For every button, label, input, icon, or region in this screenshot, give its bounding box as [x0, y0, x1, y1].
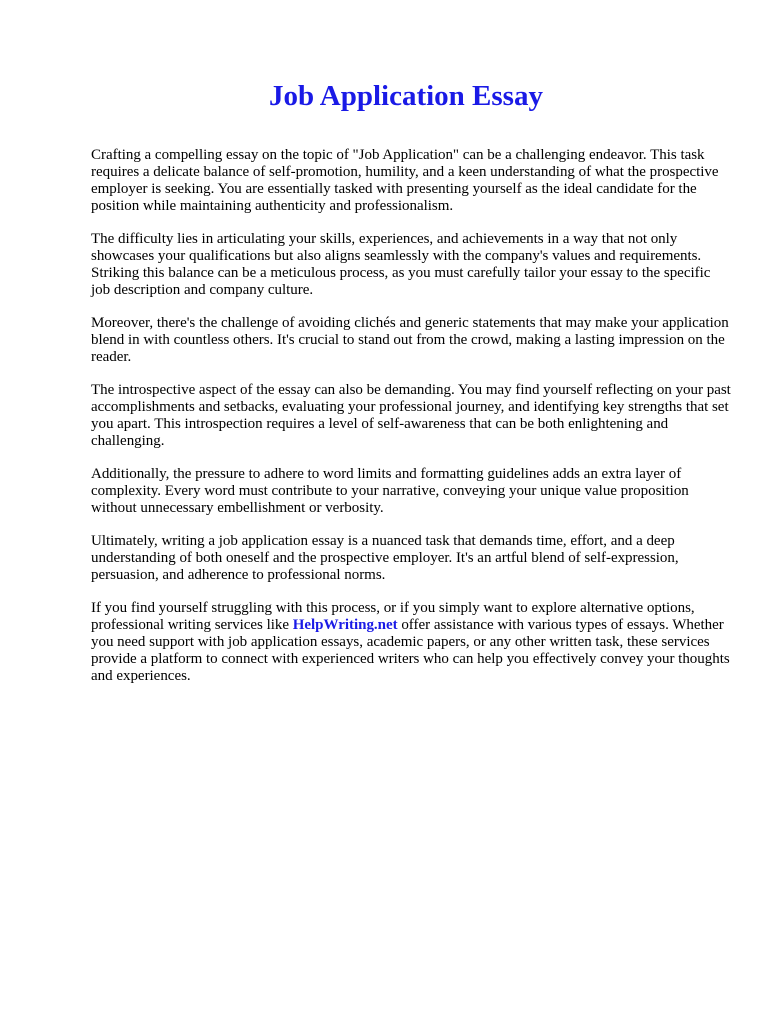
- paragraph-conclusion: Ultimately, writing a job application essay is a nuanced task that demands time, effort, and a deep understanding of both oneself and the prospective employer. It's an artful blend of self-expression, persuasion, and adherence to professional norms.: [91, 533, 679, 583]
- document-title: Job Application Essay: [269, 80, 543, 112]
- helpwriting-link[interactable]: HelpWriting.net: [292, 617, 398, 633]
- paragraph-writing-services: [91, 600, 731, 685]
- document-body: [91, 147, 731, 701]
- paragraph-intro: Crafting a compelling essay on the topic of "Job Application" can be a challenging endeavor. This task requires a delicate balance of self-promotion, humility, and a keen understanding of what the prospective employer is seeking. You are essentially tasked with presenting yourself as the ideal candidate for the position while maintaining authenticity and professionalism.: [91, 147, 719, 214]
- paragraph-difficulty: The difficulty lies in articulating your skills, experiences, and achievements in a way that not only showcases your qualifications but also aligns seamlessly with the company's values and requirements. Striking this balance can be a meticulous process, as you must carefully tailor your essay to the specific job description and company culture.: [91, 231, 711, 298]
- paragraph-introspection: The introspective aspect of the essay can also be demanding. You may find yourself reflecting on your past accomplishments and setbacks, evaluating your professional journey, and identifying key strengths that set you apart. This introspection requires a level of self-awareness that can be both enlightening and challenging.: [91, 382, 731, 449]
- writing-services-text-before: If you find yourself struggling with this process, or if you simply want to explore alternative options, professional writing services like: [91, 600, 695, 633]
- writing-services-text-after: offer assistance with various types of essays. Whether you need support with job application essays, academic papers, or any other written task, these services provide a platform to connect with experienced writers who can help you effectively convey your thoughts and experiences.: [91, 617, 730, 684]
- paragraph-cliches: Moreover, there's the challenge of avoiding clichés and generic statements that may make your application blend in with countless others. It's crucial to stand out from the crowd, making a lasting impression on the reader.: [91, 315, 729, 365]
- paragraph-word-limits: Additionally, the pressure to adhere to word limits and formatting guidelines adds an extra layer of complexity. Every word must contribute to your narrative, conveying your unique value proposition without unnecessary embellishment or verbosity.: [91, 466, 689, 516]
